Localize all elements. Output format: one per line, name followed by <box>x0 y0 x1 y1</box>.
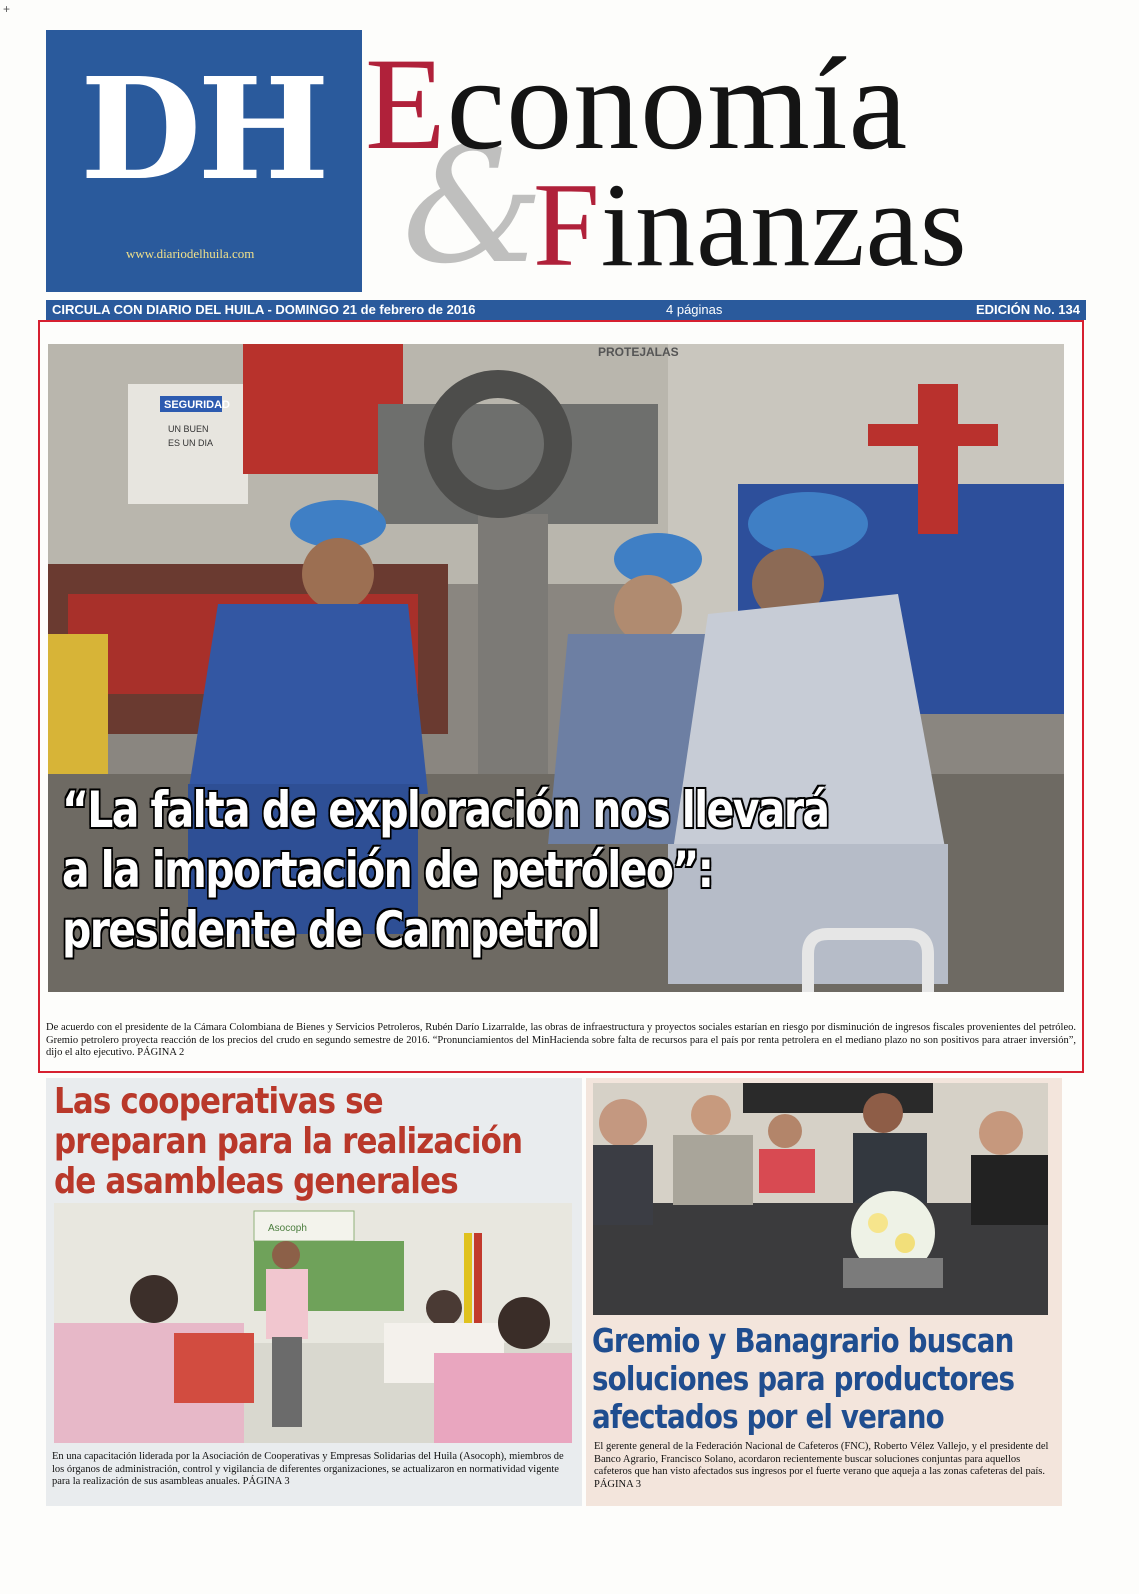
gremio-caption: El gerente general de la Federación Nacional de Cafeteros (FNC), Roberto Vélez Vallejo, y el presidente del Banco Agrario, Francisco Solano, acordaron recientemente buscar soluciones conjuntas para aquellos cafeteros que han visto afectados sus ingresos por el fuerte verano que aqueja a las zonas cafeteras del país. PÁGINA 3 <box>594 1441 1049 1490</box>
container-label: PROTEJALAS <box>598 345 679 359</box>
asocoph-banner: Asocoph <box>268 1223 307 1234</box>
training-room-illustration <box>54 1203 572 1443</box>
title-initial-e: E <box>365 30 447 177</box>
coop-caption: En una capacitación liderada por la Asociación de Cooperativas y Empresas Solidarias del Huila (Asocoph), miembros de los órganos de administración, control y vigilancia de diferentes organizaciones, se actualizaron en normatividad vigente para la realización de sus asambleas anuales. PÁGINA 3 <box>52 1451 564 1487</box>
lead-caption: De acuerdo con el presidente de la Cámara Colombiana de Bienes y Servicios Petroleros, Rubén Darío Lizarralde, las obras de infraestructura y proyectos sociales estarían en riesgo por disminución de ingresos fiscales provenientes del petróleo. Gremio petrolero proyecta reacción de los precios del crudo en segundo semestre de 2016. “Pronunciamientos del MinHacienda sobre falta de recursos para el país por renta petrolera en el mediano plazo no son positivos para atraer inversión”, dijo el alto ejecutivo. PÁGINA 2 <box>46 1022 1076 1058</box>
gremio-headline-line2: soluciones para productores <box>592 1359 1015 1398</box>
info-bar <box>46 300 1086 320</box>
masthead-title-line1 <box>365 30 909 177</box>
masthead-title-line2 <box>533 158 968 291</box>
title-rest-1: conomía <box>446 30 909 177</box>
coop-headline-line3: de asambleas generales <box>54 1161 458 1202</box>
lead-headline[interactable] <box>62 780 849 960</box>
ampersand-ornament: & <box>402 112 545 299</box>
lead-headline-line3: presidente de Campetrol <box>62 901 600 959</box>
logo-letters: DH <box>80 48 326 212</box>
edition-number: EDICIÓN No. 134 <box>975 302 1080 317</box>
gremio-headline-line1: Gremio y Banagrario buscan <box>592 1321 1014 1360</box>
circulation-text: CIRCULA CON DIARIO DEL HUILA - DOMINGO 21 de febrero de 2016 <box>52 302 476 317</box>
lead-headline-line2: a la importación de petróleo”: <box>62 841 713 899</box>
meeting-room-illustration <box>593 1083 1048 1315</box>
safety-sign-text: SEGURIDAD <box>164 399 231 411</box>
gremio-headline[interactable] <box>592 1322 1029 1436</box>
coop-headline-line1: Las cooperativas se <box>54 1081 383 1122</box>
coop-headline-line2: preparan para la realización <box>54 1121 523 1162</box>
gremio-headline-line3: afectados por el verano <box>592 1397 944 1436</box>
coop-training-photo <box>54 1203 572 1443</box>
website-url[interactable]: www.diariodelhuila.com <box>126 246 255 261</box>
title-rest-2: inanzas <box>600 158 968 291</box>
gremio-meeting-photo <box>593 1083 1048 1315</box>
page-count: 4 páginas <box>666 302 723 317</box>
registration-mark: + <box>3 2 11 16</box>
lead-headline-line1: “La falta de exploración nos llevará <box>62 781 829 839</box>
coop-headline[interactable] <box>54 1082 570 1202</box>
safety-sign-line2: ES UN DIA <box>168 438 214 448</box>
safety-sign-line1: UN BUEN <box>168 424 209 434</box>
title-initial-f: F <box>533 158 601 291</box>
